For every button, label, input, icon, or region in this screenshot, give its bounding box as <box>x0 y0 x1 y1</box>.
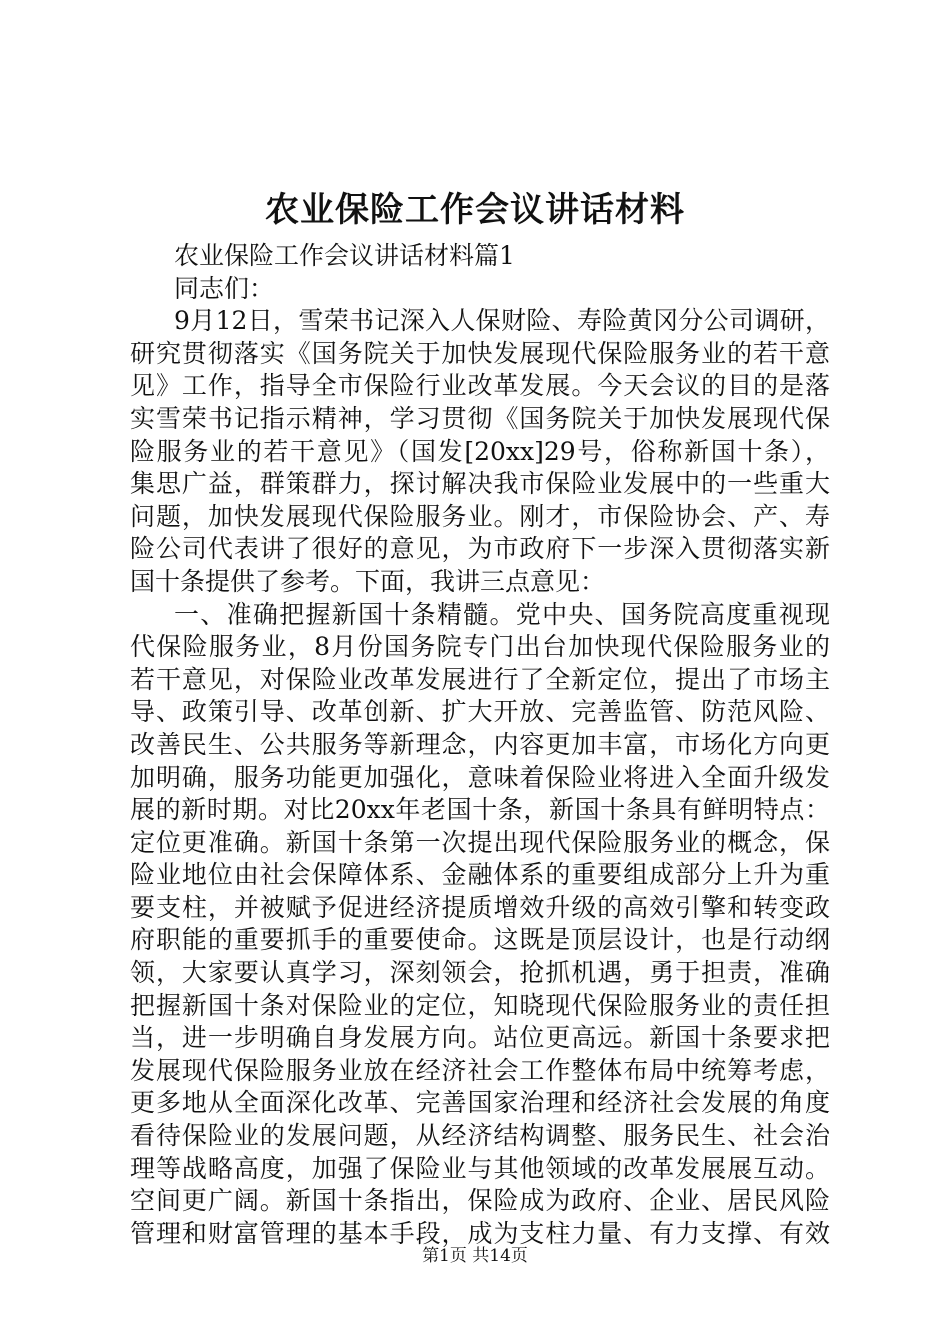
body-line: 研究贯彻落实《国务院关于加快发展现代保险服务业的若干意 <box>130 338 830 368</box>
body-line: 把握新国十条对保险业的定位，知晓现代保险服务业的责任担 <box>130 990 830 1020</box>
body-line: 问题，加快发展现代保险服务业。刚才，市保险协会、产、寿 <box>130 501 830 531</box>
body-line: 管理和财富管理的基本手段，成为支柱力量、有力支撑、有效 <box>130 1218 830 1248</box>
body-line: 改善民生、公共服务等新理念，内容更加丰富，市场化方向更 <box>130 729 830 759</box>
document-body <box>130 240 830 1250</box>
body-line: 理等战略高度，加强了保险业与其他领域的改革发展展互动。 <box>130 1153 830 1183</box>
body-line: 定位更准确。新国十条第一次提出现代保险服务业的概念，保 <box>130 827 830 857</box>
body-line: 同志们： <box>174 273 275 303</box>
body-line: 领，大家要认真学习，深刻领会，抢抓机遇，勇于担责，准确 <box>130 958 830 988</box>
page-number-footer: 第1页 共14页 <box>422 1246 528 1266</box>
body-line: 险公司代表讲了很好的意见，为市政府下一步深入贯彻落实新 <box>130 534 830 564</box>
body-line: 若干意见，对保险业改革发展进行了全新定位，提出了市场主 <box>130 664 830 694</box>
body-line: 一、准确把握新国十条精髓。党中央、国务院高度重视现 <box>174 599 830 629</box>
body-line: 险业地位由社会保障体系、金融体系的重要组成部分上升为重 <box>130 860 830 890</box>
body-line: 府职能的重要抓手的重要使命。这既是顶层设计，也是行动纲 <box>130 925 830 955</box>
body-line: 看待保险业的发展问题，从经济结构调整、服务民生、社会治 <box>130 1121 830 1151</box>
body-line: 见》工作，指导全市保险行业改革发展。今天会议的目的是落 <box>130 371 830 401</box>
body-line: 空间更广阔。新国十条指出，保险成为政府、企业、居民风险 <box>130 1186 830 1216</box>
body-line: 当，进一步明确自身发展方向。站位更高远。新国十条要求把 <box>130 1023 830 1053</box>
body-line: 农业保险工作会议讲话材料篇1 <box>174 241 515 270</box>
body-line: 实雪荣书记指示精神，学习贯彻《国务院关于加快发展现代保 <box>130 403 830 433</box>
body-line: 展的新时期。对比20xx年老国十条，新国十条具有鲜明特点： <box>130 795 830 825</box>
body-line: 国十条提供了参考。下面，我讲三点意见： <box>130 566 606 596</box>
body-line: 集思广益，群策群力，探讨解决我市保险业发展中的一些重大 <box>130 469 830 499</box>
body-line: 加明确，服务功能更加强化，意味着保险业将进入全面升级发 <box>130 762 830 792</box>
document-title: 农业保险工作会议讲话材料 <box>265 190 685 230</box>
body-line: 险服务业的若干意见》（国发[20xx]29号，俗称新国十条）， <box>130 436 830 466</box>
body-line: 要支柱，并被赋予促进经济提质增效升级的高效引擎和转变政 <box>130 892 830 922</box>
body-line: 更多地从全面深化改革、完善国家治理和经济社会发展的角度 <box>130 1088 830 1118</box>
body-line: 代保险服务业，8月份国务院专门出台加快现代保险服务业的 <box>130 632 830 662</box>
body-line: 发展现代保险服务业放在经济社会工作整体布局中统筹考虑， <box>130 1055 830 1085</box>
body-line: 9月12日，雪荣书记深入人保财险、寿险黄冈分公司调研， <box>174 306 830 336</box>
body-line: 导、政策引导、改革创新、扩大开放、完善监管、防范风险、 <box>130 697 830 727</box>
